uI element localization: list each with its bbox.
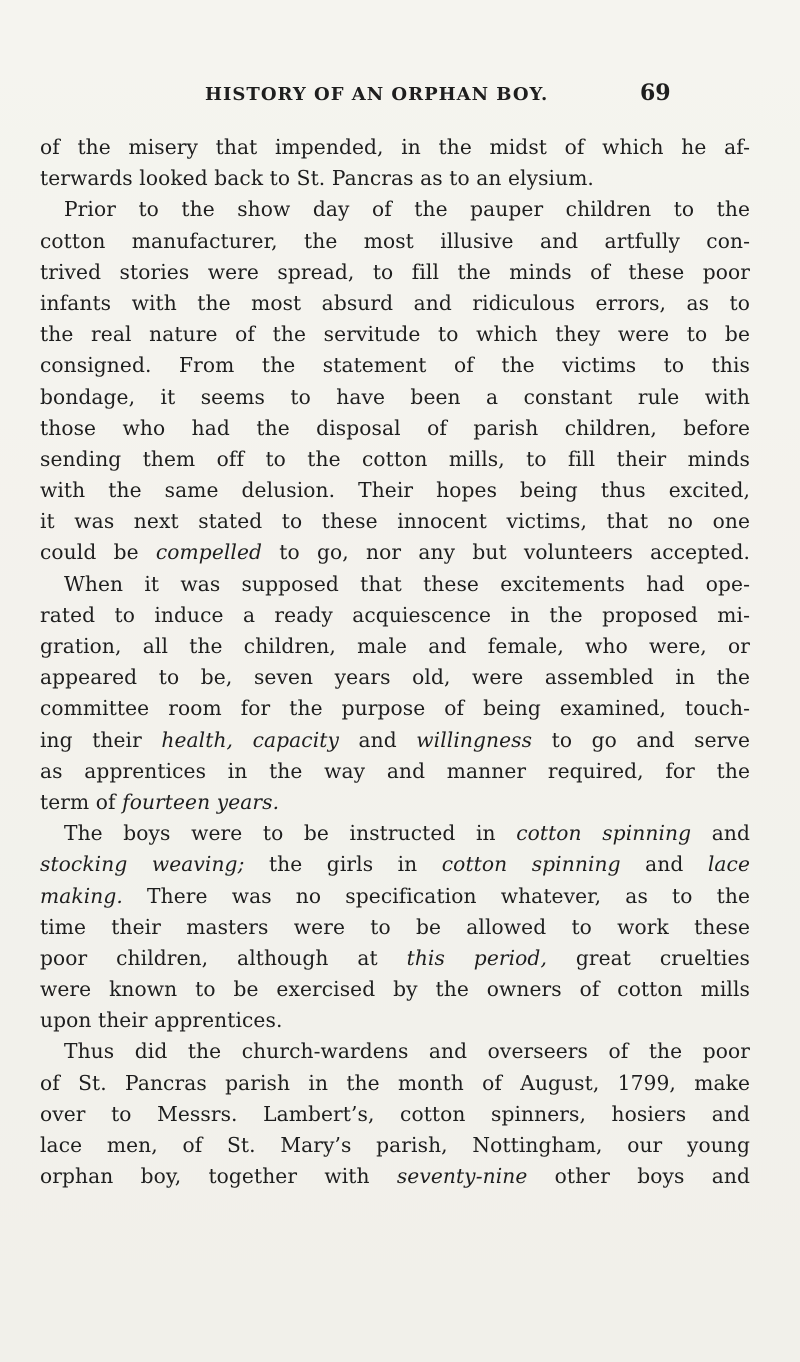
text-segment: with the same delusion. Their hopes being thus excited, — [40, 478, 750, 503]
text-line — [40, 1161, 750, 1192]
text-line — [40, 475, 750, 506]
text-segment: The boys were to be instructed in — [64, 821, 517, 846]
text-segment: other boys and — [527, 1164, 750, 1189]
italic-text: this period, — [406, 945, 547, 970]
text-segment: When it was supposed that these excitements had ope- — [64, 571, 750, 596]
text-segment: upon their apprentices. — [40, 1008, 283, 1033]
text-segment: appeared to be, seven years old, were assembled in the — [40, 665, 750, 690]
text-segment: and — [691, 821, 750, 846]
text-line — [40, 818, 750, 849]
text-line — [40, 257, 750, 288]
text-segment: term of — [40, 789, 123, 814]
text-segment: over to Messrs. Lambert’s, cotton spinners, hosiers and — [40, 1101, 750, 1126]
text-line — [40, 1130, 750, 1161]
italic-text: cotton spinning — [516, 821, 692, 846]
text-segment: consigned. From the statement of the victims to this — [40, 353, 750, 378]
text-segment: to go, nor any but volunteers accepted. — [262, 540, 750, 565]
text-line — [40, 506, 750, 537]
text-segment: it was next stated to these innocent victims, that no one — [40, 509, 750, 534]
text-segment: gration, all the children, male and female, who were, or — [40, 634, 750, 658]
text-segment: could be — [40, 540, 156, 565]
text-line — [40, 569, 750, 600]
text-line — [40, 163, 750, 194]
text-segment: those who had the disposal of parish children, before — [40, 415, 750, 440]
text-line — [40, 382, 750, 413]
text-line — [40, 319, 750, 350]
italic-text: compelled — [155, 540, 263, 565]
text-line — [40, 444, 750, 475]
text-segment: and — [620, 852, 708, 877]
text-line — [40, 1099, 750, 1130]
text-segment: the girls in — [244, 852, 442, 877]
text-segment: orphan boy, together with — [40, 1164, 397, 1189]
italic-text: willingness — [416, 727, 533, 752]
running-head: HISTORY OF AN ORPHAN BOY. — [205, 84, 549, 105]
text-line — [40, 756, 750, 787]
text-line — [40, 631, 750, 662]
text-line — [40, 1068, 750, 1099]
page-number: 69 — [640, 80, 671, 106]
text-line — [40, 413, 750, 444]
text-line — [40, 1005, 750, 1036]
text-line — [40, 662, 750, 693]
text-segment: There was no specification whatever, as to the — [122, 883, 750, 908]
text-line — [40, 350, 750, 381]
text-line — [40, 787, 750, 818]
text-line — [40, 849, 750, 880]
text-segment: rated to induce a ready acquiescence in the proposed mi- — [40, 602, 750, 627]
italic-text: lace — [707, 852, 751, 877]
text-segment: of St. Pancras parish in the month of August, 1799, make — [40, 1070, 750, 1095]
text-line — [40, 226, 750, 257]
text-segment: were known to be exercised by the owners of cotton mills — [40, 977, 750, 1002]
italic-text: health, capacity — [161, 727, 339, 752]
text-segment: committee room for the purpose of being examined, touch- — [40, 696, 750, 721]
text-line — [40, 132, 750, 163]
text-segment: terwards looked back to St. Pancras as to an elysium. — [40, 166, 594, 191]
italic-text: cotton spinning — [441, 852, 621, 877]
text-segment: and — [338, 727, 417, 752]
text-segment: of the misery that impended, in the midst of which he af- — [40, 135, 750, 159]
text-segment: Thus did the church-wardens and overseers of the poor — [64, 1039, 750, 1064]
body-text — [40, 132, 750, 1192]
text-line — [40, 537, 750, 568]
italic-text: making. — [40, 883, 123, 908]
text-segment: time their masters were to be allowed to work these — [40, 914, 750, 939]
text-segment: bondage, it seems to have been a constant rule with — [40, 384, 750, 409]
text-segment: infants with the most absurd and ridiculous errors, as to — [40, 290, 750, 315]
text-line — [40, 974, 750, 1005]
text-segment: lace men, of St. Mary’s parish, Nottingham, our young — [40, 1133, 750, 1157]
text-segment: cotton manufacturer, the most illusive and artfully con- — [40, 228, 750, 253]
text-segment: as apprentices in the way and manner required, for the — [40, 758, 750, 783]
text-line — [40, 912, 750, 943]
text-line — [40, 881, 750, 912]
italic-text: fourteen years. — [122, 789, 280, 814]
text-line — [40, 725, 750, 756]
text-line — [40, 1036, 750, 1067]
text-segment: Prior to the show day of the pauper children to the — [64, 197, 750, 222]
text-line — [40, 693, 750, 724]
text-line — [40, 288, 750, 319]
text-segment: poor children, although at — [40, 945, 407, 970]
italic-text: stocking weaving; — [40, 852, 245, 877]
text-segment: great cruelties — [546, 945, 750, 970]
text-segment: sending them off to the cotton mills, to fill their minds — [40, 446, 750, 471]
italic-text: seventy-nine — [396, 1164, 528, 1189]
text-line — [40, 943, 750, 974]
text-line — [40, 194, 750, 225]
text-segment: to go and serve — [532, 727, 750, 752]
text-segment: trived stories were spread, to fill the minds of these poor — [40, 259, 750, 284]
text-segment: the real nature of the servitude to which they were to be — [40, 322, 750, 347]
text-line — [40, 600, 750, 631]
text-segment: ing their — [40, 727, 162, 752]
